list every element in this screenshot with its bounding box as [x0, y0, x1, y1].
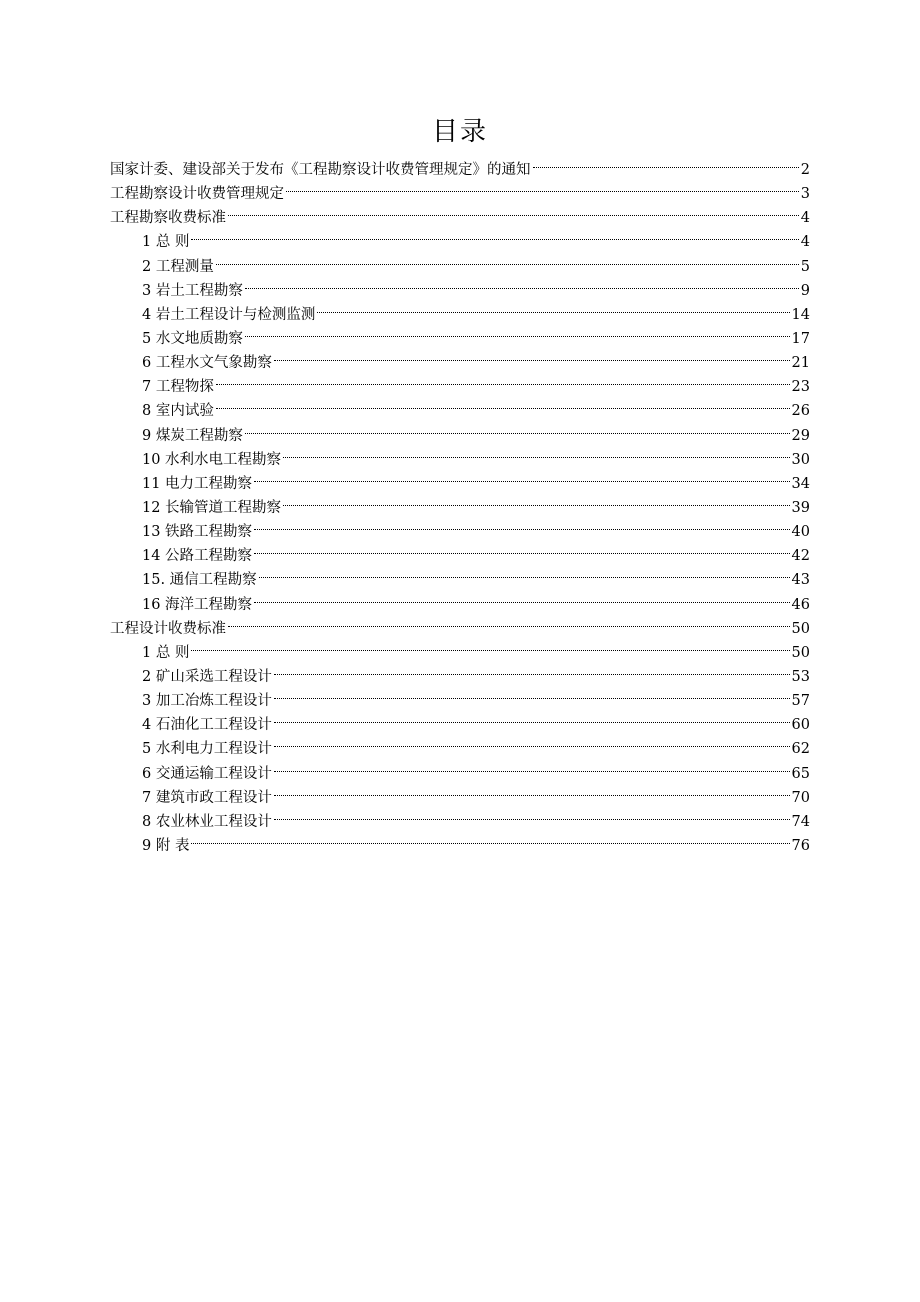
dot-leader: [283, 456, 789, 458]
toc-page-number: 17: [791, 330, 810, 347]
toc-entry-text: 4 岩土工程设计与检测监测: [142, 306, 316, 323]
toc-page-number: 60: [791, 717, 810, 734]
toc-entry-text: 4 石油化工工程设计: [142, 717, 272, 734]
dot-leader: [533, 166, 799, 168]
toc-page-number: 39: [791, 499, 810, 516]
toc-subentry[interactable]: [110, 689, 810, 713]
toc-subentry[interactable]: [110, 810, 810, 834]
dot-leader: [216, 383, 790, 385]
toc-entry-text: 5 水利电力工程设计: [142, 741, 272, 758]
toc-entry-text: 8 室内试验: [142, 403, 214, 420]
toc-page-number: 50: [791, 644, 810, 661]
dot-leader: [274, 794, 790, 796]
toc-page-number: 26: [791, 403, 810, 420]
toc-page-number: 62: [791, 741, 810, 758]
toc-subentry[interactable]: [110, 375, 810, 399]
toc-entry-text: 11 电力工程勘察: [142, 475, 253, 492]
toc-entry-text: 13 铁路工程勘察: [142, 524, 253, 541]
toc-page-number: 76: [791, 837, 810, 854]
toc-subentry[interactable]: [110, 568, 810, 592]
toc-page-number: 34: [791, 475, 810, 492]
dot-leader: [283, 504, 789, 506]
dot-leader: [216, 263, 799, 265]
dot-leader: [274, 359, 790, 361]
toc-page-number: 65: [791, 765, 810, 782]
toc-entry-text: 1 总 则: [142, 234, 190, 251]
toc-entry-text: 7 工程物探: [142, 379, 214, 396]
toc-subentry[interactable]: [110, 230, 810, 254]
toc-page-number: 2: [800, 162, 810, 178]
toc-entry-text: 工程设计收费标准: [110, 620, 226, 637]
dot-leader: [245, 287, 799, 289]
toc-subentry[interactable]: [110, 399, 810, 423]
dot-leader: [228, 214, 799, 216]
toc-title: 目录: [431, 117, 488, 147]
toc-subentry[interactable]: [110, 713, 810, 737]
toc-page-number: 30: [791, 451, 810, 468]
dot-leader: [191, 238, 798, 240]
toc-subentry[interactable]: [110, 737, 810, 761]
toc-entry-text: 3 加工冶炼工程设计: [142, 693, 272, 710]
toc-page-number: 57: [791, 693, 810, 710]
toc-subentry[interactable]: [110, 786, 810, 810]
toc-subentry[interactable]: [110, 665, 810, 689]
toc-subentry[interactable]: [110, 327, 810, 351]
toc-entry[interactable]: [110, 158, 810, 182]
toc-entry-text: 14 公路工程勘察: [142, 548, 253, 565]
dot-leader: [274, 673, 790, 675]
toc-entry-text: 6 交通运输工程设计: [142, 765, 272, 782]
toc-subentry[interactable]: [110, 303, 810, 327]
toc-entry-text: 16 海洋工程勘察: [142, 596, 253, 613]
toc-page-number: 14: [791, 306, 810, 323]
toc-entry-text: 国家计委、建设部关于发布《工程勘察设计收费管理规定》的通知: [110, 162, 531, 178]
dot-leader: [245, 432, 790, 434]
toc-entry-text: 5 水文地质勘察: [142, 330, 243, 347]
toc-page-number: 42: [791, 548, 810, 565]
toc-entry-text: 7 建筑市政工程设计: [142, 789, 272, 806]
toc-entry[interactable]: [110, 617, 810, 641]
dot-leader: [274, 818, 790, 820]
toc-entry-text: 9 附 表: [142, 837, 190, 854]
toc-subentry[interactable]: [110, 496, 810, 520]
toc-page-number: 50: [791, 620, 810, 637]
toc-entry-text: 9 煤炭工程勘察: [142, 427, 243, 444]
toc-subentry[interactable]: [110, 641, 810, 665]
toc-page-number: 23: [791, 379, 810, 396]
toc-subentry[interactable]: [110, 279, 810, 303]
toc-subentry[interactable]: [110, 593, 810, 617]
dot-leader: [191, 649, 789, 651]
dot-leader: [254, 528, 789, 530]
dot-leader: [254, 480, 789, 482]
toc-page-number: 3: [800, 186, 810, 203]
toc-entry-text: 10 水利水电工程勘察: [142, 451, 282, 468]
toc-subentry[interactable]: [110, 544, 810, 568]
toc-entry-text: 工程勘察设计收费管理规定: [110, 186, 284, 203]
toc-page-number: 21: [791, 355, 810, 372]
toc-page-number: 5: [800, 258, 810, 275]
dot-leader: [254, 552, 789, 554]
toc-subentry[interactable]: [110, 255, 810, 279]
toc-page-number: 40: [791, 524, 810, 541]
toc-subentry[interactable]: [110, 424, 810, 448]
toc-page-number: 4: [800, 234, 810, 251]
dot-leader: [274, 745, 790, 747]
toc-subentry[interactable]: [110, 472, 810, 496]
toc-entry-text: 8 农业林业工程设计: [142, 813, 272, 830]
toc-subentry[interactable]: [110, 762, 810, 786]
toc-subentry[interactable]: [110, 834, 810, 858]
dot-leader: [216, 407, 790, 409]
toc-page-number: 9: [800, 282, 810, 299]
toc-entry-text: 12 长输管道工程勘察: [142, 499, 282, 516]
dot-leader: [228, 625, 790, 627]
dot-leader: [245, 335, 790, 337]
toc-page-number: 29: [791, 427, 810, 444]
toc-entry[interactable]: [110, 206, 810, 230]
toc-entry-text: 6 工程水文气象勘察: [142, 355, 272, 372]
toc-entry-text: 1 总 则: [142, 644, 190, 661]
toc-page-number: 70: [791, 789, 810, 806]
toc-entry-text: 2 工程测量: [142, 258, 214, 275]
toc-entry-text: 工程勘察收费标准: [110, 210, 226, 227]
toc-subentry[interactable]: [110, 351, 810, 375]
table-of-contents: [110, 158, 810, 858]
toc-subentry[interactable]: [110, 448, 810, 472]
toc-entry-text: 3 岩土工程勘察: [142, 282, 243, 299]
toc-page-number: 43: [791, 572, 810, 589]
dot-leader: [259, 576, 790, 578]
dot-leader: [191, 842, 789, 844]
dot-leader: [274, 770, 790, 772]
toc-page-number: 4: [800, 210, 810, 227]
dot-leader: [274, 721, 790, 723]
toc-entry-text: 2 矿山采选工程设计: [142, 668, 272, 685]
toc-page-number: 53: [791, 668, 810, 685]
toc-page-number: 46: [791, 596, 810, 613]
toc-entry[interactable]: [110, 182, 810, 206]
dot-leader: [317, 311, 789, 313]
toc-subentry[interactable]: [110, 520, 810, 544]
dot-leader: [254, 601, 789, 603]
dot-leader: [286, 190, 799, 192]
toc-page-number: 74: [791, 813, 810, 830]
toc-entry-text: 15. 通信工程勘察: [142, 572, 257, 589]
dot-leader: [274, 697, 790, 699]
